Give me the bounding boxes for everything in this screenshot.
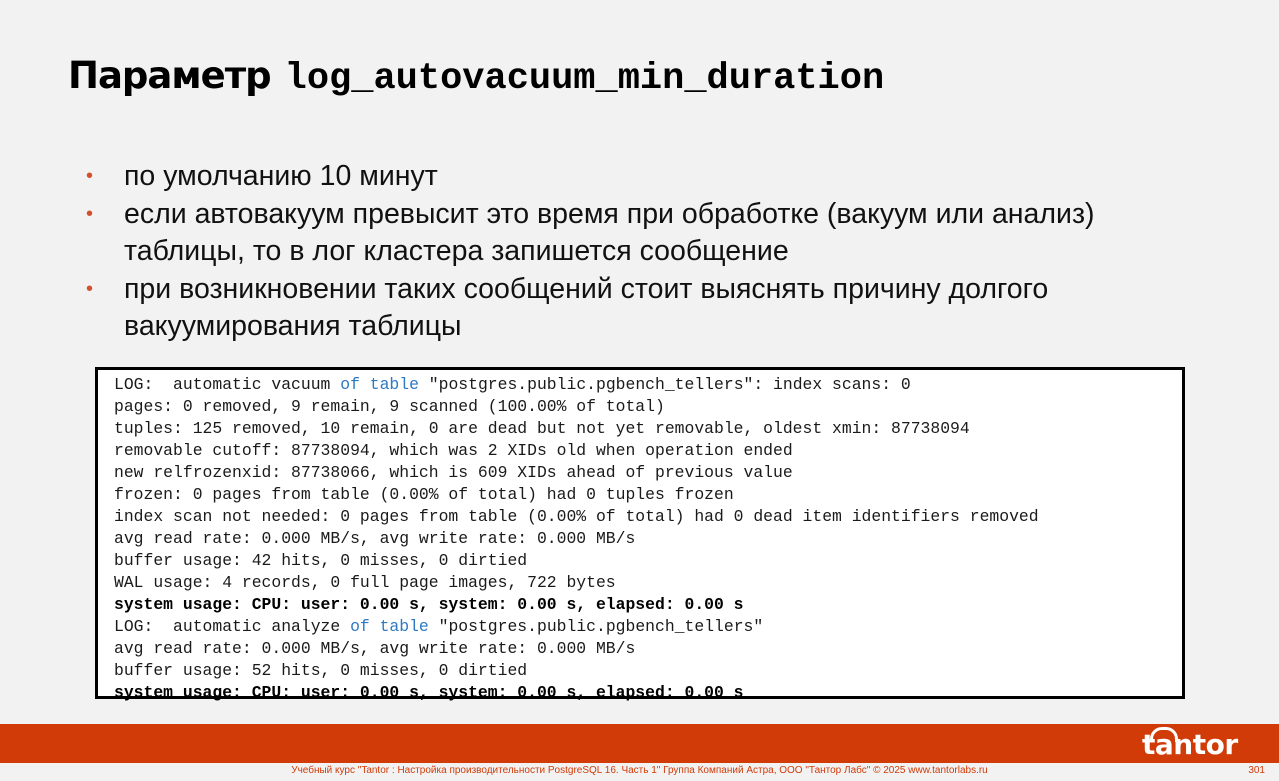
log-line bbox=[114, 528, 1182, 550]
log-line-text: system usage: CPU: user: 0.00 s, system: 0.00 s, elapsed: 0.00 s bbox=[114, 595, 744, 614]
log-line bbox=[114, 638, 1182, 660]
bullet-dot-icon: • bbox=[86, 277, 94, 300]
title-parameter-name: log_autovacuum_min_duration bbox=[284, 58, 885, 100]
log-line bbox=[114, 550, 1182, 572]
log-line-text: avg read rate: 0.000 MB/s, avg write rate: 0.000 MB/s bbox=[114, 529, 636, 548]
log-line-text: "postgres.public.pgbench_tellers": index scans: 0 bbox=[418, 375, 911, 394]
log-line-text: LOG: automatic vacuum bbox=[114, 375, 341, 394]
log-line bbox=[114, 418, 1182, 440]
footer-copyright: Учебный курс "Tantor : Настройка производительности PostgreSQL 16. Часть 1" Группа Компаний Астра, ООО "Тантор Лабс" © 2025 www.tantorlabs.ru bbox=[291, 765, 988, 776]
log-output-box bbox=[95, 367, 1185, 702]
log-line-text: pages: 0 removed, 9 remain, 9 scanned (100.00% of total) bbox=[114, 397, 665, 416]
log-line-text: "postgres.public.pgbench_tellers" bbox=[428, 617, 764, 636]
log-line bbox=[114, 506, 1182, 528]
log-keyword: of table bbox=[350, 617, 429, 636]
log-line bbox=[114, 572, 1182, 594]
bullet-text: при возникновении таких сообщений стоит выяснять причину долгого вакуумирования таблицы bbox=[124, 272, 1049, 342]
slide-title bbox=[68, 50, 884, 105]
log-line-text: tuples: 125 removed, 10 remain, 0 are dead but not yet removable, oldest xmin: 87738094 bbox=[114, 419, 970, 438]
bullet-item bbox=[86, 196, 1206, 271]
bullet-item bbox=[86, 158, 1206, 196]
log-line-text: removable cutoff: 87738094, which was 2 XIDs old when operation ended bbox=[114, 441, 793, 460]
log-line-text: frozen: 0 pages from table (0.00% of total) had 0 tuples frozen bbox=[114, 485, 734, 504]
log-line-text: buffer usage: 52 hits, 0 misses, 0 dirtied bbox=[114, 661, 528, 680]
log-line bbox=[114, 594, 1182, 616]
bullet-item bbox=[86, 271, 1206, 346]
log-line-text: index scan not needed: 0 pages from table (0.00% of total) had 0 dead item identifiers removed bbox=[114, 507, 1039, 526]
log-line bbox=[114, 462, 1182, 484]
bullet-text: по умолчанию 10 минут bbox=[124, 160, 438, 192]
tantor-logo: tantor bbox=[1142, 728, 1238, 761]
log-line-text: avg read rate: 0.000 MB/s, avg write rate: 0.000 MB/s bbox=[114, 639, 636, 658]
log-keyword: of table bbox=[340, 375, 419, 394]
log-line bbox=[114, 484, 1182, 506]
log-line-text: LOG: automatic analyze bbox=[114, 617, 351, 636]
footer-bar bbox=[0, 724, 1279, 763]
title-word: Параметр bbox=[68, 54, 271, 97]
log-line-text: WAL usage: 4 records, 0 full page images, 722 bytes bbox=[114, 573, 616, 592]
bullet-dot-icon: • bbox=[86, 165, 94, 187]
log-line bbox=[114, 616, 1182, 638]
log-line-text: new relfrozenxid: 87738066, which is 609 XIDs ahead of previous value bbox=[114, 463, 793, 482]
log-line bbox=[114, 374, 1182, 396]
log-line-text: system usage: CPU: user: 0.00 s, system: 0.00 s, elapsed: 0.00 s bbox=[114, 683, 744, 702]
log-line-text: buffer usage: 42 hits, 0 misses, 0 dirtied bbox=[114, 551, 528, 570]
log-line bbox=[114, 396, 1182, 418]
log-line bbox=[114, 682, 1182, 704]
bullet-dot-icon: • bbox=[86, 202, 94, 225]
page-number: 301 bbox=[1248, 765, 1265, 776]
bullet-list bbox=[86, 158, 1206, 346]
log-line bbox=[114, 440, 1182, 462]
bullet-text: если автовакуум превысит это время при обработке (вакуум или анализ) таблицы, то в лог кластера запишется сообщение bbox=[124, 197, 1095, 267]
log-line bbox=[114, 660, 1182, 682]
